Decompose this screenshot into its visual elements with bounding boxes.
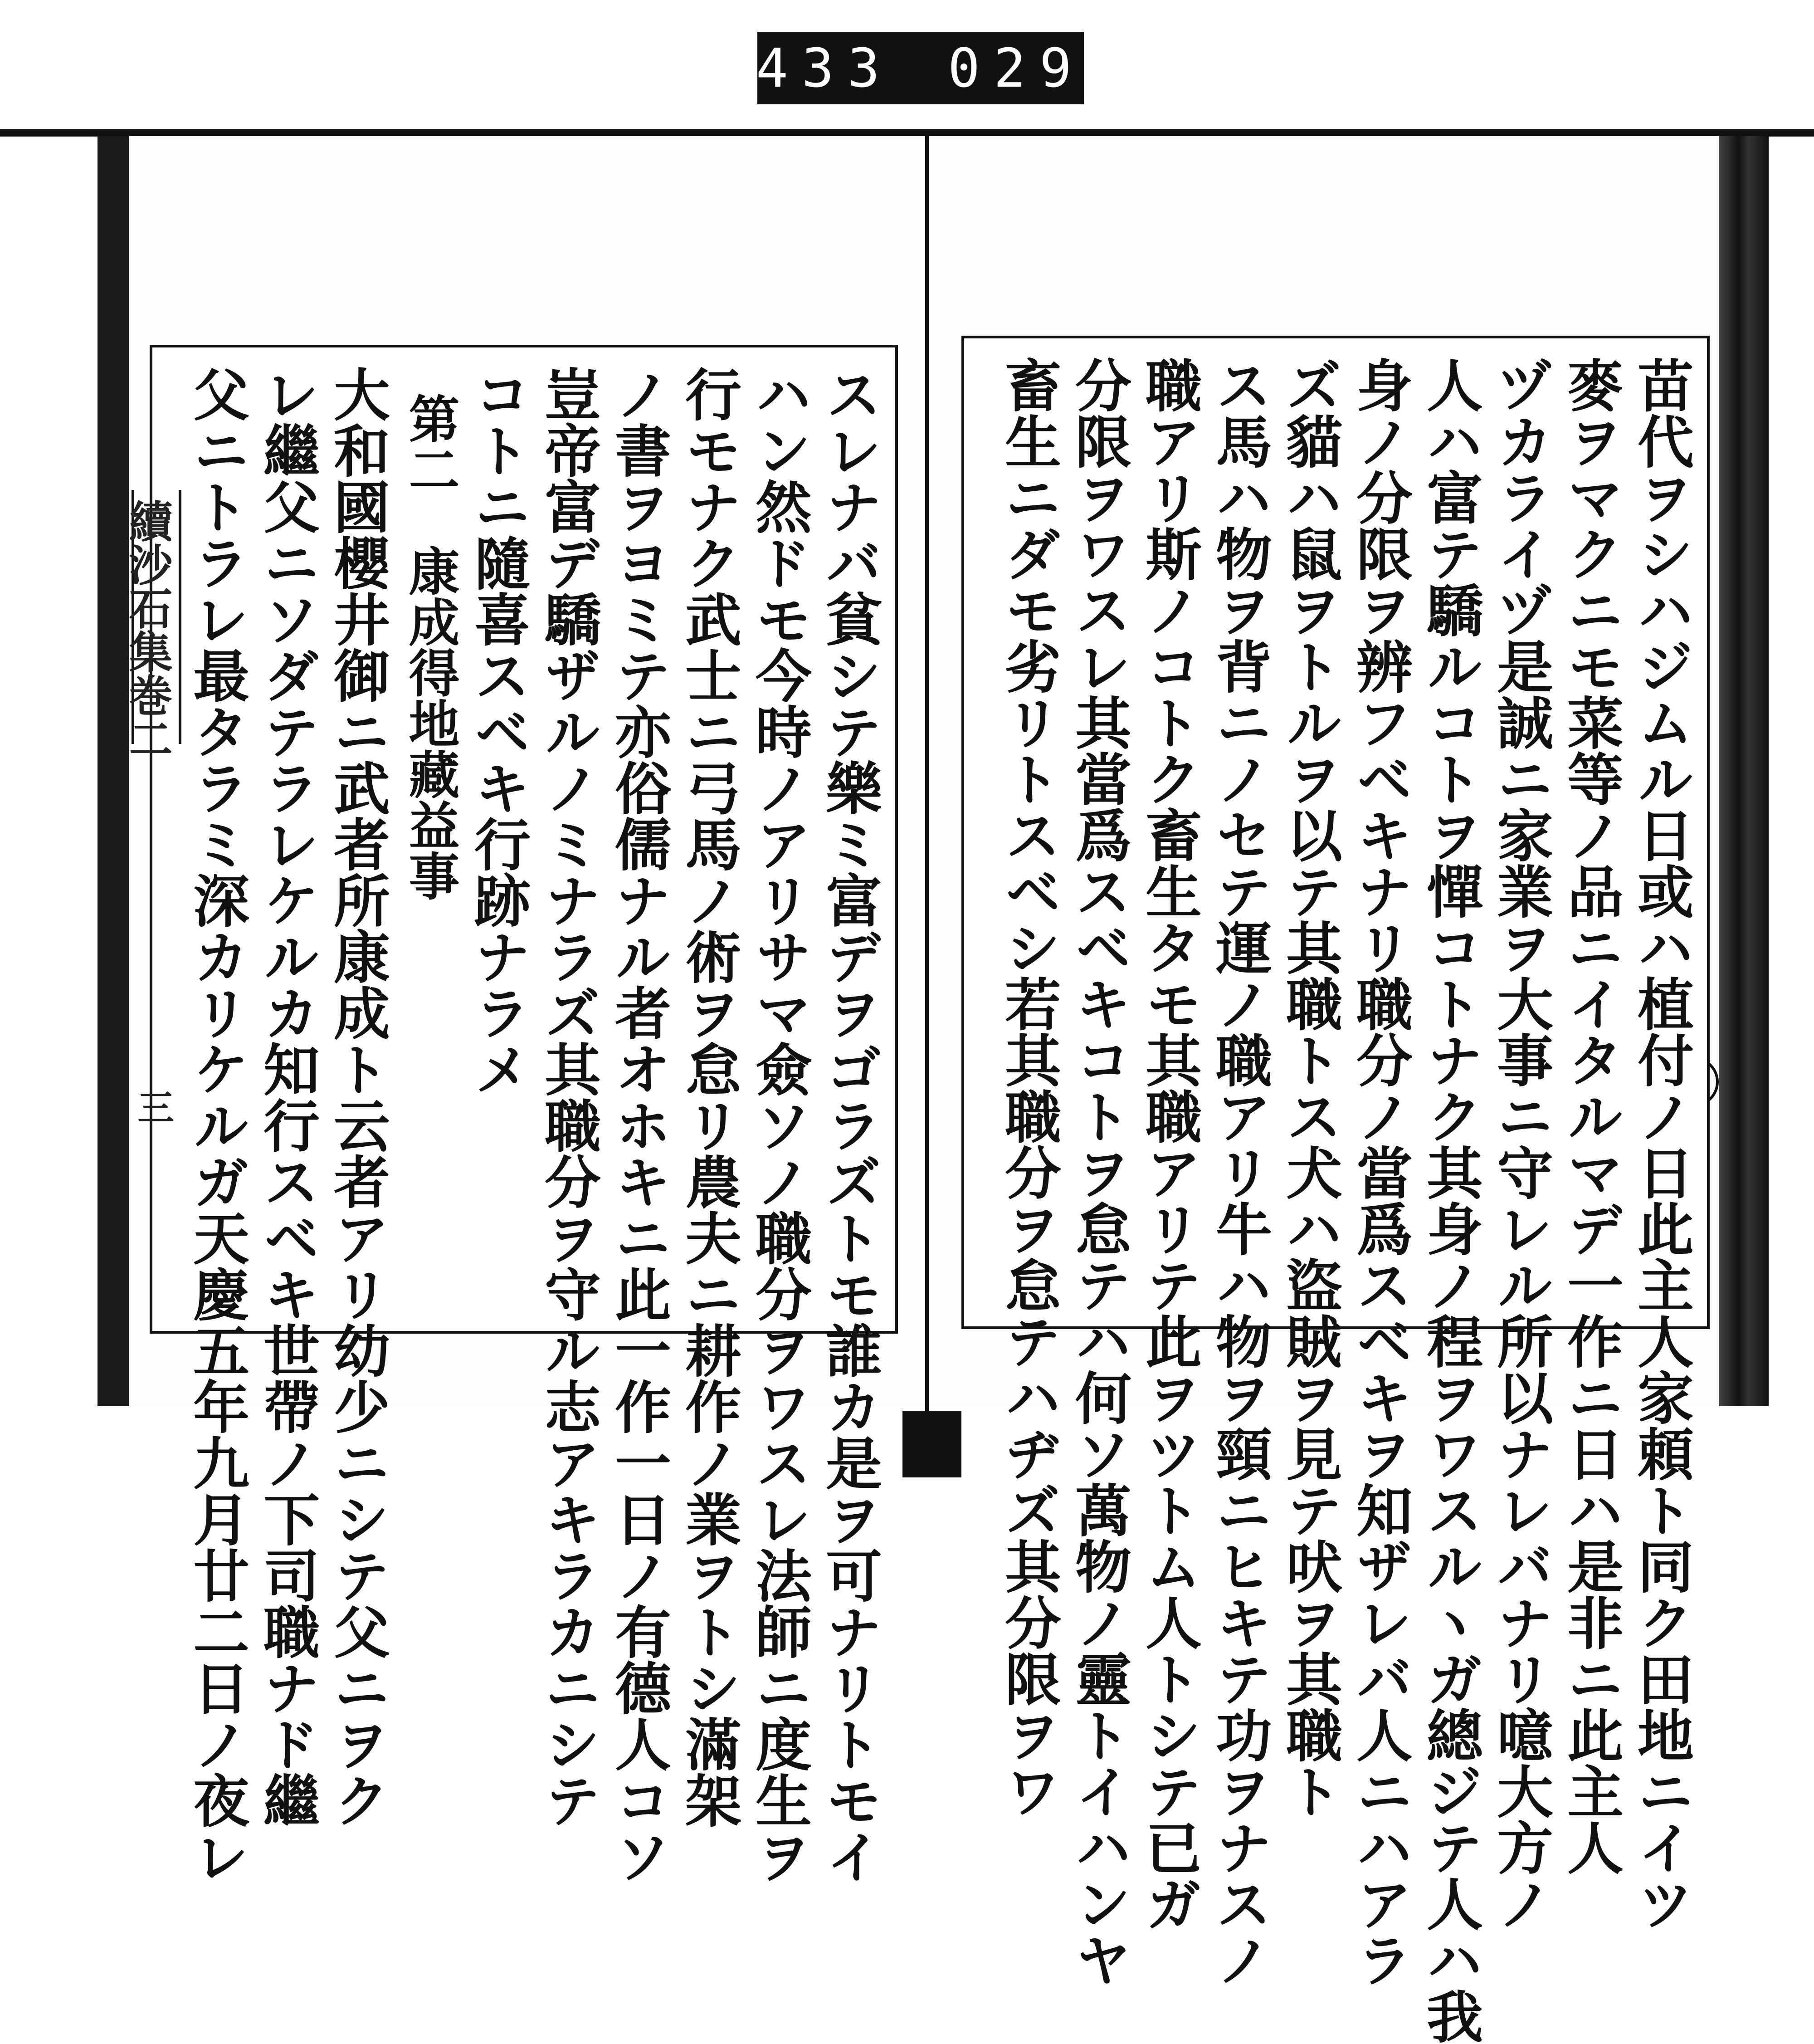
section-heading: 第二 康成得地藏益事	[400, 393, 460, 901]
right-page-text-frame	[961, 336, 1710, 2044]
reel-number: 433	[756, 37, 893, 99]
gutter-clip	[902, 1411, 961, 1477]
right-column-3: ヅカライヅ是誠ニ家業ヲ大事ニ守レル所以ナレバナリ噫大方ノ	[1487, 357, 1553, 1932]
left-column-6: コトニ隨喜スベキ行跡ナラメ	[465, 366, 531, 1097]
right-column-5: 身ノ分限ヲ辨フベキナリ職分ノ當爲スベキヲ知ザレバ人ニハアラ	[1347, 357, 1413, 1988]
right-column-1: 苗代ヲシハジムル日或ハ植付ノ日此主人家頼ト同ク田地ニイツ	[1628, 357, 1694, 1932]
frame-number: 029	[948, 37, 1086, 99]
right-column-7: ス馬ハ物ヲ背ニノセテ運ノ職アリ牛ハ物ヲ頸ニヒキテ功ヲナスノ	[1206, 357, 1272, 1988]
page-number: 三	[132, 1089, 174, 1125]
left-column-4: ノ書ヲヨミテ亦俗儒ナル者オホキニ此一作一日ノ有德人コソ	[605, 366, 671, 1884]
right-column-2: 麥ヲマクニモ菜等ノ品ニイタルマデ一作ニ日ハ是非ニ此主人	[1558, 357, 1624, 1875]
left-column-1: スレナバ貧シテ樂ミ富デヲゴラズトモ誰カ是ヲ可ナリトモイ	[816, 366, 882, 1884]
book-edge-right	[1719, 136, 1769, 1406]
left-column-10: 父ニトラレ最タラミ深カリケルガ天慶五年九月廿二日ノ夜レ	[184, 366, 249, 1884]
left-column-8: 大和國櫻井御ニ武者所康成ト云者アリ幼少ニシテ父ニヲク	[324, 366, 390, 1828]
right-column-8: 職アリ斯ノコトク畜生タモ其職アリテ此ヲツトム人トシテ已ガ	[1136, 357, 1202, 1932]
left-column-2: ハン然ドモ今時ノアリサマ僉ソノ職分ヲワスレ法師ニ度生ヲ	[746, 366, 812, 1884]
left-column-9: レ繼父ニソダテラレケルカ知行スベキ世帶ノ下司職ナド繼	[254, 366, 320, 1828]
left-column-5: 豈帝富デ驕ザルノミナラズ其職分ヲ守ル志アキラカニシテ	[535, 366, 601, 1828]
top-rule	[0, 129, 1814, 137]
right-column-4: 人ハ富テ驕ルコトヲ憚コトナク其身ノ程ヲワスルヽガ總ジテ人ハ我	[1417, 357, 1483, 2044]
left-column-3: 行モナク武士ニ弓馬ノ術ヲ怠リ農夫ニ耕作ノ業ヲトシ滿架	[676, 366, 741, 1828]
margin-book-title: 續沙石集巻二	[132, 490, 181, 744]
book-edge-left	[98, 136, 129, 1406]
right-column-10: 畜生ニダモ劣リトスベシ若其職分ヲ怠テハヂズ其分限ヲワ	[995, 357, 1061, 1819]
book-gutter	[925, 136, 929, 1429]
right-page-columns	[964, 338, 1707, 2044]
right-column-6: ズ貓ハ鼠ヲトルヲ以テ其職トス犬ハ盜賊ヲ見テ吠ヲ其職ト	[1277, 357, 1342, 1819]
right-column-9: 分限ヲワスレ其當爲スベキコトヲ怠テハ何ソ萬物ノ靈トイハンヤ	[1066, 357, 1131, 1988]
left-page-text-frame	[150, 345, 898, 1884]
left-page-columns	[152, 347, 895, 1884]
reel-number-label	[757, 32, 1084, 104]
